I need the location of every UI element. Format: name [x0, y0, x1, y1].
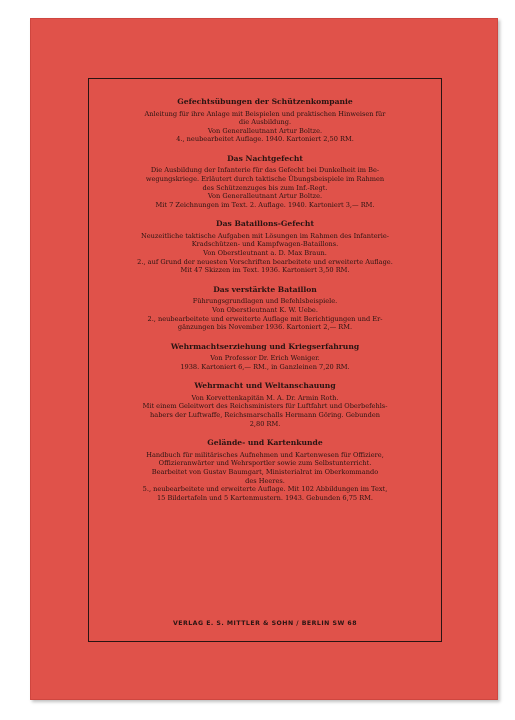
book-description-line: Offizieranwärter und Wehrsportler sowie zum Selbstunterricht. [158, 459, 372, 468]
book-description-line: Bearbeitet von Gustav Baumgart, Ministerialrat im Oberkommando [151, 467, 379, 476]
book-description-line: des Schützenzuges bis zum Inf.-Regt. [202, 183, 328, 192]
book-description-line: Die Ausbildung der Infanterie für das Gefecht bei Dunkelheit im Be- [150, 166, 380, 175]
book-entry [97, 381, 433, 428]
book-entry [97, 219, 433, 274]
book-description-line: Handbuch für militärisches Aufnehmen und Kartenwesen für Offiziere, [146, 450, 384, 459]
book-description-line: des Heeres. [245, 476, 285, 485]
book-title: Das Nachtgefecht [227, 153, 303, 163]
book-entry [97, 97, 433, 144]
book-back-cover [30, 18, 498, 700]
book-title: Das verstärkte Bataillon [213, 284, 317, 294]
book-title: Wehrmachtserziehung und Kriegserfahrung [170, 341, 360, 351]
book-description-line: Mit einem Geleitwort des Reichsministers für Luftfahrt und Oberbefehls- [142, 402, 388, 411]
publisher-line: VERLAG E. S. MITTLER & SOHN / BERLIN SW 68 [172, 620, 358, 627]
book-description-line: Mit 47 Skizzen im Text. 1936. Kartoniert 3,50 RM. [180, 266, 350, 275]
book-title: Gelände- und Kartenkunde [207, 438, 323, 448]
book-description-line: Von Korvettenkapitän M. A. Dr. Armin Roth. [191, 393, 339, 402]
book-description-line: 4., neubearbeitet Auflage. 1940. Kartoniert 2,50 RM. [176, 135, 354, 144]
book-description-line: 2., auf Grund der neuesten Vorschriften bearbeitete und erweiterte Auflage. [137, 257, 393, 266]
book-description-line: 5., neubearbeitete und erweiterte Auflage. Mit 102 Abbildungen im Text, [142, 485, 388, 494]
book-description-line: Von Professor Dr. Erich Weniger. [210, 354, 320, 363]
book-title: Wehrmacht und Weltanschauung [194, 381, 336, 391]
book-description-line: Anleitung für ihre Anlage mit Beispielen und praktischen Hinweisen für [144, 109, 386, 118]
book-entry [97, 342, 433, 372]
book-list [97, 97, 433, 512]
book-description-line: 2,80 RM. [249, 419, 281, 428]
book-description-line: Neuzeitliche taktische Aufgaben mit Lösungen im Rahmen des Infanterie- [141, 231, 389, 240]
book-description-line: Von Oberstleutnant a. D. Max Braun. [203, 249, 327, 258]
book-title: Das Bataillons-Gefecht [216, 219, 314, 229]
book-description-line: Von Generalleutnant Artur Boltze. [207, 126, 323, 135]
book-description-line: 2., neubearbeitete und erweiterte Auflage mit Berichtigungen und Er- [147, 314, 383, 323]
text-frame [88, 78, 442, 642]
book-description-line: Von Oberstleutnant K. W. Uebe. [212, 305, 318, 314]
book-description-line: Kradschützen- und Kampfwagen-Bataillons. [191, 240, 339, 249]
book-entry [97, 285, 433, 332]
book-description-line: gänzungen bis November 1936. Kartoniert 2,— RM. [177, 323, 353, 332]
book-description-line: 1938. Kartoniert 6,— RM., in Ganzleinen 7,20 RM. [180, 362, 350, 371]
book-description-line: Führungsgrundlagen und Befehlsbeispiele. [192, 297, 338, 306]
book-description-line: Mit 7 Zeichnungen im Text. 2. Auflage. 1940. Kartoniert 3,— RM. [155, 200, 375, 209]
book-description-line: habers der Luftwaffe, Reichsmarschalls Hermann Göring. Gebunden [150, 411, 380, 420]
book-entry [97, 438, 433, 502]
book-description-line: die Ausbildung. [238, 118, 292, 127]
book-entry [97, 154, 433, 209]
book-description-line: 15 Bildertafeln und 5 Kartenmustern. 1943. Gebunden 6,75 RM. [156, 493, 374, 502]
book-title: Gefechtsübungen der Schützenkompanie [177, 97, 353, 106]
book-description-line: wegungskriege. Erläutert durch taktische Übungsbeispiele im Rahmen [145, 174, 385, 183]
book-description-line: Von Generalleutnant Artur Boltze. [207, 192, 323, 201]
